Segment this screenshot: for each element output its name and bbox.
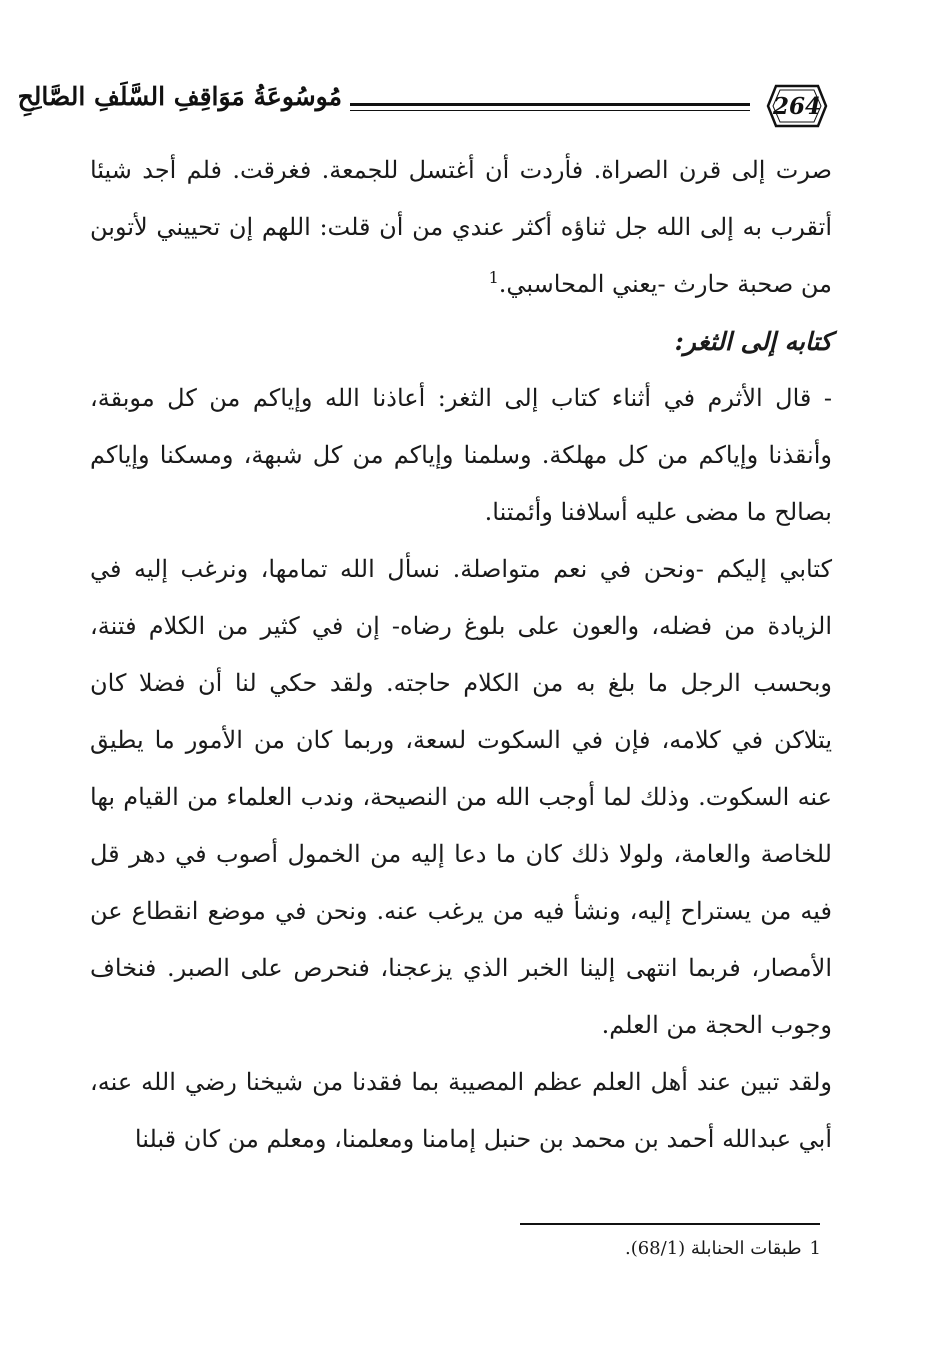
footnote-text: طبقات الحنابلة (68/1).	[624, 1238, 802, 1259]
footnote-separator	[520, 1223, 820, 1225]
paragraph-1	[90, 142, 832, 313]
footnote	[625, 1238, 821, 1259]
page-number: 264	[772, 93, 821, 120]
footnote-marker: 1	[488, 268, 499, 287]
header-rule-thick	[350, 103, 750, 106]
paragraph-1-text: صرت إلى قرن الصراة. فأردت أن أغتسل للجمعة. فغرقت. فلم أجد شيئا أتقرب به إلى الله جل ثناؤه أكثر عندي من أن قلت: اللهم إن تحييني لأتوبن من صحبة حارث -يعني المحاسبي.	[90, 156, 832, 298]
paragraph-3: كتابي إليكم -ونحن في نعم متواصلة. نسأل الله تمامها، ونرغب إليه في الزيادة من فضله، والعون على بلوغ رضاه- إن في كثير من الكلام فتنة، وبحسب الرجل ما بلغ به من الكلام حاجته. ولقد حكي لنا أن فضلا كان يتلاكن في كلامه، فإن في السكوت لسعة، وربما كان من الأمور ما يطيق عنه السكوت. وذلك لما أوجب الله من النصيحة، وندب العلماء من القيام بها للخاصة والعامة، ولولا ذلك كان ما دعا إليه من الخمول أصوب في دهر قل فيه من يستراح إليه، ونشأ فيه من يرغب عنه. ونحن في موضع انقطاع عن الأمصار، فربما انتهى إلينا الخبر الذي يزعجنا، فنحرص على الصبر. فنخاف وجوب الحجة من العلم.	[90, 555, 833, 1039]
header-rule-thin	[350, 110, 750, 111]
footnote-number: 1	[809, 1238, 821, 1259]
page-body	[90, 142, 832, 1168]
paragraph-4: ولقد تبين عند أهل العلم عظم المصيبة بما فقدنا من شيخنا رضي الله عنه، أبي عبدالله أحمد بن محمد بن حنبل إمامنا ومعلمنا، ومعلم من كان قبلنا	[90, 1068, 833, 1153]
page-header	[17, 72, 836, 132]
book-title: مُوسُوعَةُ مَوَاقِفِ السَّلَفِ الصَّالِحِ	[17, 82, 342, 111]
section-heading: كتابه إلى الثغر:	[674, 327, 832, 356]
paragraph-2: - قال الأثرم في أثناء كتاب إلى الثغر: أعاذنا الله وإياكم من كل موبقة، وأنقذنا وإياكم من كل مهلكة. وسلمنا وإياكم من كل شبهة، ومسكنا وإياكم بصالح ما مضى عليه أسلافنا وأئمتنا.	[90, 384, 832, 526]
page-number-frame	[766, 84, 828, 128]
